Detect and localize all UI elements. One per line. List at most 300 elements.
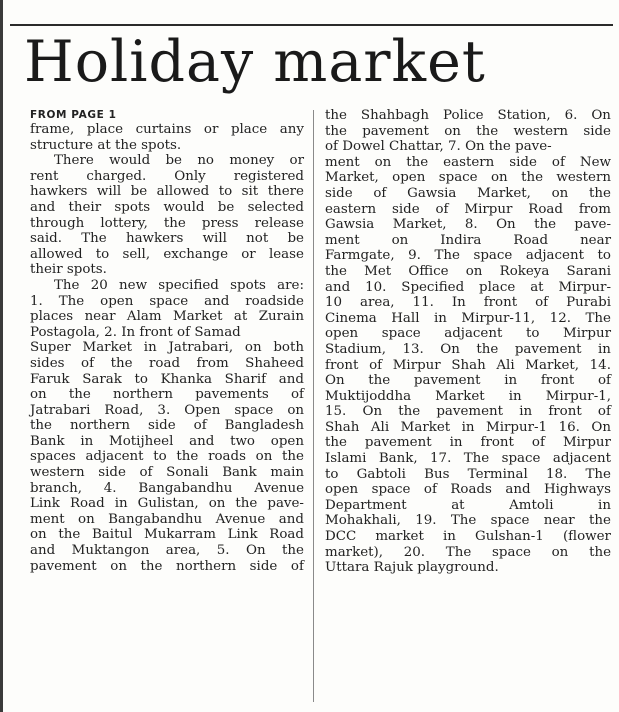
word: roadside bbox=[245, 293, 304, 309]
word: of bbox=[535, 295, 549, 311]
word: on bbox=[110, 558, 127, 574]
left-column-body bbox=[30, 122, 304, 574]
word: press bbox=[201, 215, 239, 231]
article-line bbox=[30, 418, 304, 434]
article-line bbox=[30, 527, 304, 543]
left-column bbox=[30, 108, 304, 574]
word: sides bbox=[30, 355, 65, 371]
word: Rokeya bbox=[499, 263, 550, 279]
word: Mirpur bbox=[562, 435, 611, 451]
clipping-top-edge bbox=[10, 24, 613, 26]
word: There bbox=[54, 153, 94, 169]
article-line bbox=[30, 216, 304, 232]
word: selected bbox=[247, 199, 304, 215]
word: On bbox=[245, 543, 266, 559]
word: pavement bbox=[436, 404, 504, 420]
word: Only bbox=[174, 168, 206, 184]
article-line bbox=[325, 467, 611, 483]
word: pavement bbox=[362, 123, 429, 139]
article-line bbox=[325, 498, 611, 514]
article-line bbox=[325, 513, 611, 529]
word: curtains bbox=[135, 122, 192, 137]
word: the bbox=[406, 154, 429, 170]
word: on bbox=[444, 123, 461, 139]
word: or bbox=[241, 246, 256, 262]
word: space bbox=[490, 513, 530, 529]
article-line bbox=[325, 280, 611, 296]
word: be bbox=[130, 184, 148, 200]
word: pave- bbox=[574, 217, 611, 233]
word: place bbox=[479, 279, 516, 295]
article-line bbox=[325, 389, 611, 405]
word: the bbox=[140, 558, 163, 574]
article-line bbox=[325, 404, 611, 420]
word: of bbox=[597, 373, 611, 389]
word: said. bbox=[30, 231, 62, 247]
word: space bbox=[371, 482, 411, 498]
word: new bbox=[119, 277, 148, 293]
word: open bbox=[392, 170, 426, 186]
word: Market bbox=[82, 340, 132, 356]
word: Zurain bbox=[258, 309, 304, 325]
word: lease bbox=[268, 246, 304, 262]
article-line: of Dowel Chattar, 7. On the pave- bbox=[325, 139, 552, 155]
word: near bbox=[543, 513, 575, 529]
word: Jatrabari, bbox=[168, 340, 234, 356]
article-line bbox=[325, 326, 611, 342]
word: will bbox=[202, 231, 227, 247]
article-line bbox=[30, 434, 304, 450]
word: the bbox=[325, 435, 347, 451]
article-line: Uttara Rajuk playground. bbox=[325, 560, 499, 576]
word: Highways bbox=[543, 482, 611, 498]
article-line bbox=[325, 373, 611, 389]
word: Bangabandhu bbox=[108, 511, 203, 527]
word: The bbox=[445, 544, 472, 560]
word: Police bbox=[443, 108, 484, 123]
article-line bbox=[30, 512, 304, 528]
word: Department bbox=[325, 497, 407, 513]
word: front bbox=[548, 404, 582, 420]
word: would bbox=[163, 199, 205, 215]
word: The bbox=[81, 231, 107, 247]
word: 5. bbox=[216, 543, 230, 559]
word: Shahbagh bbox=[360, 108, 430, 123]
word: spots bbox=[230, 277, 266, 293]
word: Gawsia bbox=[325, 217, 375, 233]
word: the bbox=[325, 263, 347, 279]
word: the bbox=[476, 341, 499, 357]
word: the bbox=[30, 418, 52, 434]
right-column-body bbox=[325, 108, 611, 576]
word: New bbox=[579, 154, 611, 170]
word: 4. bbox=[103, 480, 117, 496]
word: The bbox=[434, 248, 460, 264]
word: western bbox=[30, 465, 85, 481]
word: eastern bbox=[325, 201, 377, 217]
word: in bbox=[504, 373, 518, 389]
article-line bbox=[30, 122, 304, 138]
word: in bbox=[449, 435, 463, 451]
word: the bbox=[398, 404, 421, 420]
word: Bus bbox=[424, 466, 450, 482]
word: The bbox=[450, 513, 477, 529]
word: On bbox=[591, 108, 611, 123]
article-line bbox=[325, 482, 611, 498]
article-line bbox=[325, 248, 611, 264]
word: On bbox=[496, 217, 516, 233]
word: and bbox=[278, 511, 304, 527]
word: Link bbox=[30, 496, 60, 512]
word: Ali bbox=[496, 357, 515, 373]
word: to bbox=[597, 248, 611, 264]
word: (flower bbox=[562, 529, 611, 545]
word: 16. bbox=[558, 419, 580, 435]
word: and bbox=[30, 543, 56, 559]
word: space bbox=[438, 170, 478, 186]
article-line bbox=[30, 153, 304, 169]
article-line bbox=[325, 545, 611, 561]
article-line bbox=[325, 295, 611, 311]
word: at bbox=[530, 279, 544, 295]
word: On bbox=[325, 373, 345, 389]
word: the bbox=[235, 496, 258, 512]
word: Market, bbox=[525, 357, 580, 373]
word: space bbox=[473, 248, 513, 264]
word: in bbox=[598, 497, 611, 513]
article-line bbox=[30, 278, 304, 294]
word: the bbox=[58, 527, 81, 543]
word: 1. bbox=[30, 293, 43, 309]
article-line bbox=[30, 169, 304, 185]
word: places bbox=[30, 309, 74, 325]
word: Sarani bbox=[566, 263, 611, 279]
word: Amtoli bbox=[509, 497, 554, 513]
word: Market, bbox=[392, 217, 447, 233]
word: 6. bbox=[564, 108, 578, 123]
word: the bbox=[110, 355, 133, 371]
word: side bbox=[249, 558, 278, 574]
word: rent bbox=[30, 168, 59, 184]
word: Gulshan-1 bbox=[475, 529, 544, 545]
article-line bbox=[325, 202, 611, 218]
article-line: structure at the spots. bbox=[30, 137, 182, 153]
word: open bbox=[270, 433, 304, 449]
word: and bbox=[189, 433, 215, 449]
word: 12. bbox=[549, 310, 571, 326]
word: western bbox=[556, 170, 611, 186]
word: Road, bbox=[104, 402, 144, 418]
word: DCC bbox=[325, 529, 357, 545]
word: allowed bbox=[156, 184, 210, 200]
word: Road bbox=[513, 232, 549, 248]
word: the bbox=[368, 373, 391, 389]
article-line bbox=[325, 124, 611, 140]
word: on bbox=[78, 511, 95, 527]
word: space bbox=[492, 544, 531, 560]
word: of bbox=[435, 201, 449, 217]
word: space bbox=[501, 451, 541, 467]
word: there bbox=[267, 184, 304, 200]
article-line bbox=[30, 403, 304, 419]
word: of bbox=[290, 558, 304, 574]
word: near bbox=[580, 232, 611, 248]
word: The bbox=[585, 310, 611, 326]
word: Link bbox=[227, 527, 258, 543]
word: northern bbox=[69, 418, 130, 434]
word: Road bbox=[528, 201, 563, 217]
word: Shah bbox=[451, 357, 486, 373]
article-line bbox=[30, 465, 304, 481]
word: Market bbox=[435, 388, 485, 404]
word: the bbox=[282, 543, 304, 559]
word: Gulistan, bbox=[137, 496, 199, 512]
article-line bbox=[30, 309, 304, 325]
word: roads bbox=[208, 449, 246, 465]
word: open bbox=[325, 482, 359, 498]
article-line bbox=[325, 108, 611, 124]
word: in bbox=[143, 340, 157, 356]
word: of bbox=[193, 418, 207, 434]
word: 3. bbox=[157, 402, 171, 418]
word: western bbox=[513, 123, 569, 139]
article-line: Postagola, 2. In front of Samad bbox=[30, 324, 241, 340]
word: open bbox=[325, 326, 359, 342]
word: Terminal bbox=[467, 466, 528, 482]
word: market), bbox=[325, 544, 383, 560]
word: Gabtoli bbox=[356, 466, 406, 482]
word: of bbox=[369, 357, 383, 373]
word: on bbox=[208, 496, 226, 512]
word: their bbox=[68, 199, 102, 215]
word: Cinema bbox=[325, 310, 377, 326]
article-line bbox=[325, 311, 611, 327]
word: Sonali bbox=[166, 465, 209, 481]
word: and bbox=[278, 371, 304, 387]
word: 8. bbox=[464, 217, 478, 233]
word: On bbox=[440, 341, 460, 357]
word: Islami bbox=[325, 451, 367, 467]
word: 14. bbox=[589, 357, 611, 373]
word: in bbox=[519, 404, 533, 420]
word: front bbox=[480, 435, 514, 451]
article-line bbox=[325, 451, 611, 467]
word: near bbox=[84, 309, 116, 325]
word: and bbox=[30, 199, 56, 215]
article-line bbox=[325, 358, 611, 374]
word: Faruk bbox=[30, 371, 70, 387]
word: pavement bbox=[30, 558, 97, 574]
word: the bbox=[325, 123, 347, 139]
article-line bbox=[30, 231, 304, 247]
article-line bbox=[30, 449, 304, 465]
word: 18. bbox=[545, 466, 568, 482]
word: Specified bbox=[401, 279, 465, 295]
word: Mohakhali, bbox=[325, 513, 401, 529]
clipping-left-edge bbox=[0, 0, 3, 712]
word: 17. bbox=[430, 451, 452, 467]
article-line bbox=[325, 233, 611, 249]
word: Sharif bbox=[224, 371, 267, 387]
word: not bbox=[246, 231, 269, 247]
word: Mirpur bbox=[392, 357, 441, 373]
article-line bbox=[30, 356, 304, 372]
word: of bbox=[81, 355, 95, 371]
word: in bbox=[461, 419, 475, 435]
article-line bbox=[30, 294, 304, 310]
word: side bbox=[98, 465, 126, 481]
word: northern bbox=[176, 558, 237, 574]
word: on bbox=[255, 449, 273, 465]
article-line bbox=[325, 529, 611, 545]
article-line bbox=[30, 496, 304, 512]
word: Station, bbox=[497, 108, 551, 123]
word: The bbox=[58, 293, 85, 309]
word: of bbox=[551, 154, 565, 170]
word: Stadium, bbox=[325, 341, 386, 357]
word: the bbox=[476, 123, 499, 139]
word: no bbox=[197, 153, 214, 169]
word: sell, bbox=[122, 246, 151, 262]
word: On bbox=[591, 419, 611, 435]
word: the bbox=[163, 215, 186, 231]
word: or bbox=[203, 122, 219, 137]
word: Alam bbox=[126, 309, 162, 325]
word: in bbox=[443, 529, 456, 545]
word: the bbox=[589, 185, 611, 201]
word: Mirpur-1, bbox=[545, 388, 611, 404]
word: front bbox=[483, 295, 518, 311]
word: money bbox=[229, 153, 275, 169]
word: Shaheed bbox=[245, 355, 304, 371]
word: the bbox=[176, 449, 199, 465]
word: open bbox=[100, 293, 134, 309]
word: the bbox=[589, 544, 611, 560]
word: The bbox=[585, 466, 611, 482]
word: eastern bbox=[443, 154, 495, 170]
word: place bbox=[86, 122, 124, 137]
word: side bbox=[509, 154, 537, 170]
word: release bbox=[254, 215, 304, 231]
word: In bbox=[451, 295, 466, 311]
word: Open bbox=[184, 402, 221, 418]
word: spots bbox=[114, 199, 151, 215]
word: pavements bbox=[195, 387, 269, 403]
word: to bbox=[218, 184, 233, 200]
word: on bbox=[391, 232, 409, 248]
word: on bbox=[30, 387, 47, 403]
word: Muktijoddha bbox=[325, 388, 412, 404]
word: Gawsia bbox=[407, 185, 457, 201]
word: spaces bbox=[30, 449, 76, 465]
word: hawkers bbox=[125, 231, 184, 247]
word: both bbox=[273, 340, 304, 356]
word: Roads bbox=[450, 482, 492, 498]
word: 20 bbox=[90, 277, 108, 293]
word: branch, bbox=[30, 480, 82, 496]
word: Mirpur- bbox=[558, 279, 611, 295]
article-line bbox=[325, 342, 611, 358]
word: Market bbox=[172, 309, 223, 325]
word: pavement bbox=[364, 435, 432, 451]
word: place bbox=[230, 122, 268, 137]
word: to bbox=[325, 466, 339, 482]
word: Muktangon bbox=[71, 543, 150, 559]
word: on bbox=[491, 170, 508, 186]
word: in bbox=[433, 310, 447, 326]
article-line bbox=[325, 155, 611, 171]
word: be bbox=[217, 199, 235, 215]
article-line bbox=[325, 170, 611, 186]
word: Market, bbox=[477, 185, 531, 201]
word: of bbox=[373, 185, 387, 201]
word: Mirpur bbox=[464, 201, 513, 217]
word: side bbox=[391, 201, 420, 217]
word: the bbox=[68, 387, 91, 403]
word: exchange bbox=[163, 246, 229, 262]
word: of bbox=[531, 435, 545, 451]
article-line bbox=[30, 559, 304, 575]
word: on bbox=[465, 263, 483, 279]
word: on bbox=[30, 527, 47, 543]
word: in bbox=[114, 496, 128, 512]
word: adjacent bbox=[552, 451, 611, 467]
word: Mirpur-1 bbox=[486, 419, 548, 435]
column-divider bbox=[313, 110, 314, 702]
article-line bbox=[325, 420, 611, 436]
word: Super bbox=[30, 340, 71, 356]
word: of bbox=[290, 387, 304, 403]
word: be bbox=[287, 231, 304, 247]
word: on bbox=[244, 340, 262, 356]
word: on bbox=[374, 154, 392, 170]
word: adjacent bbox=[444, 326, 503, 342]
word: Office bbox=[408, 263, 449, 279]
word: hawkers bbox=[30, 184, 88, 200]
word: or bbox=[289, 153, 304, 169]
word: from bbox=[578, 201, 611, 217]
word: Road bbox=[69, 496, 105, 512]
word: Bank bbox=[30, 433, 65, 449]
right-column bbox=[325, 108, 611, 576]
word: to bbox=[525, 326, 540, 342]
word: front bbox=[325, 357, 359, 373]
word: space bbox=[149, 293, 189, 309]
word: Market, bbox=[325, 170, 379, 186]
word: specified bbox=[158, 277, 219, 293]
word: northern bbox=[113, 387, 174, 403]
word: space bbox=[234, 402, 274, 418]
article-line bbox=[30, 200, 304, 216]
word: side bbox=[147, 418, 176, 434]
word: Jatrabari bbox=[30, 402, 91, 418]
word: front bbox=[540, 373, 575, 389]
word: the bbox=[282, 449, 304, 465]
word: area, bbox=[360, 295, 395, 311]
article-line bbox=[30, 372, 304, 388]
word: of bbox=[139, 465, 153, 481]
word: Mukarram bbox=[144, 527, 216, 543]
article-line bbox=[325, 264, 611, 280]
word: 15. bbox=[325, 404, 347, 420]
article-line bbox=[325, 435, 611, 451]
word: frame, bbox=[30, 122, 75, 137]
word: Bangabandhu bbox=[138, 480, 233, 496]
article-line bbox=[325, 217, 611, 233]
word: Khanka bbox=[160, 371, 212, 387]
word: allowed bbox=[30, 246, 83, 262]
article-line bbox=[30, 184, 304, 200]
